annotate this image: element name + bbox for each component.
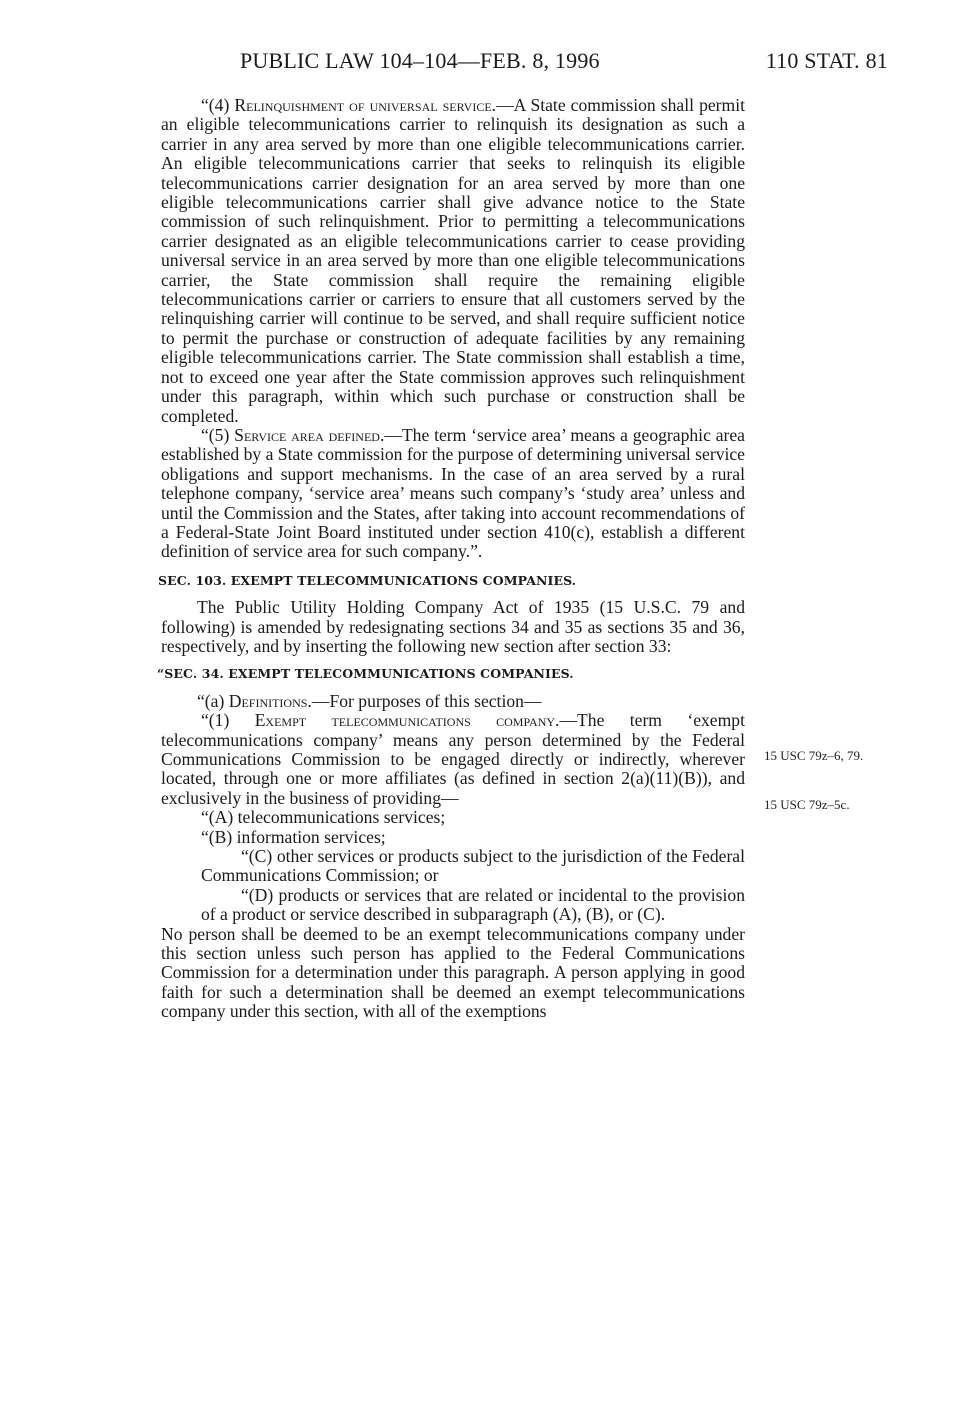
paragraph-4 <box>161 96 745 426</box>
paragraph-5 <box>161 426 745 562</box>
subsection-a-label: “(a) <box>197 690 229 711</box>
main-text-column <box>157 95 745 1022</box>
statute-page-number: 110 STAT. 81 <box>765 48 888 73</box>
paragraph-5-text: —The term ‘service area’ means a geographic area established by a State commission for the purpose of determining universal service obligations and support mechanisms. In the case of an area served by a rural telephone company, ‘service area’ means such company’s ‘study area’ unless and until the Commission and the States, after taking into account recommendations of a Federal-State Joint Board instituted under section 410(c), establish a different definition of service area for such company.”. <box>161 424 745 562</box>
subsection-a-text: —For purposes of this section— <box>311 690 542 711</box>
item-c <box>161 847 745 886</box>
item-c-text: “(C) other services or products subject to the jurisdiction of the Federal Communications Commission; or <box>201 846 745 886</box>
running-title: PUBLIC LAW 104–104—FEB. 8, 1996 <box>240 48 600 73</box>
paragraph-1 <box>161 711 745 808</box>
paragraph-1-label: “(1) <box>201 710 255 731</box>
item-d <box>161 886 745 925</box>
subsection-a <box>161 692 745 711</box>
closing-paragraph: No person shall be deemed to be an exempt telecommunications company under this section unless such person has applied to the Federal Communications Commission for a determination under this paragraph. A person applying in good faith for such a determination shall be deemed an exempt telecommunications company under this section, with all of the exemptions <box>161 923 745 1022</box>
paragraph-4-label: “(4) <box>201 95 235 115</box>
paragraph-4-heading: Relinquishment of universal service. <box>234 95 497 115</box>
item-d-text: “(D) products or services that are related or incidental to the provision of a product or service described in subparagraph (A), (B), or (C). <box>201 884 745 925</box>
item-b: “(B) information services; <box>201 826 386 847</box>
page-header <box>0 48 962 78</box>
paragraph-1-text: —The term ‘exempt telecommunications company’ means any person determined by the Federal Communications Commission to be engaged directly or indirectly, wherever located, through one or more affiliates (as defined in section 2(a)(11)(B)), and exclusively in the business of providing— <box>161 710 745 808</box>
paragraph-5-label: “(5) <box>201 424 235 445</box>
paragraph-1-heading: Exempt telecommunications company. <box>254 710 560 731</box>
section-103-heading: SEC. 103. EXEMPT TELECOMMUNICATIONS COMPANIES. <box>158 572 577 588</box>
section-103-text: The Public Utility Holding Company Act of 1935 (15 U.S.C. 79 and following) is amended by redesignating sections 34 and 35 as sections 35 and 36, respectively, and by inserting the following new section after section 33: <box>161 597 745 656</box>
paragraph-4-text: —A State commission shall permit an eligible telecommunications carrier to relinquish its designation as such a carrier in any area served by more than one eligible telecommunications carrier. An eligible telecommunications carrier that seeks to relinquish its eligible telecommunications carrier designation for an area served by more than one eligible telecommunications carrier shall give advance notice to the State commission of such relinquishment. Prior to permitting a telecommunications carrier designated as an eligible telecommunications carrier to cease providing universal service in an area served by more than one eligible telecommunications carrier, the State commission shall require the remaining eligible telecommunications carrier or carriers to ensure that all customers served by the relinquishing carrier will continue to be served, and shall require sufficient notice to permit the purchase or construction of adequate facilities by any remaining eligible telecommunications carrier. The State commission shall establish a time, not to exceed one year after the State commission approves such relinquishment under this paragraph, within which such purchase or construction shall be completed. <box>161 95 745 426</box>
paragraph-5-heading: Service area defined. <box>234 424 385 445</box>
section-34-heading: “SEC. 34. EXEMPT TELECOMMUNICATIONS COMPANIES. <box>157 666 574 682</box>
item-a: “(A) telecommunications services; <box>201 807 446 828</box>
margin-note-usc-79z-6: 15 USC 79z–6, 79. <box>764 748 864 763</box>
margin-note-usc-79z-5c: 15 USC 79z–5c. <box>764 797 850 812</box>
subsection-a-heading: Definitions. <box>228 690 312 711</box>
